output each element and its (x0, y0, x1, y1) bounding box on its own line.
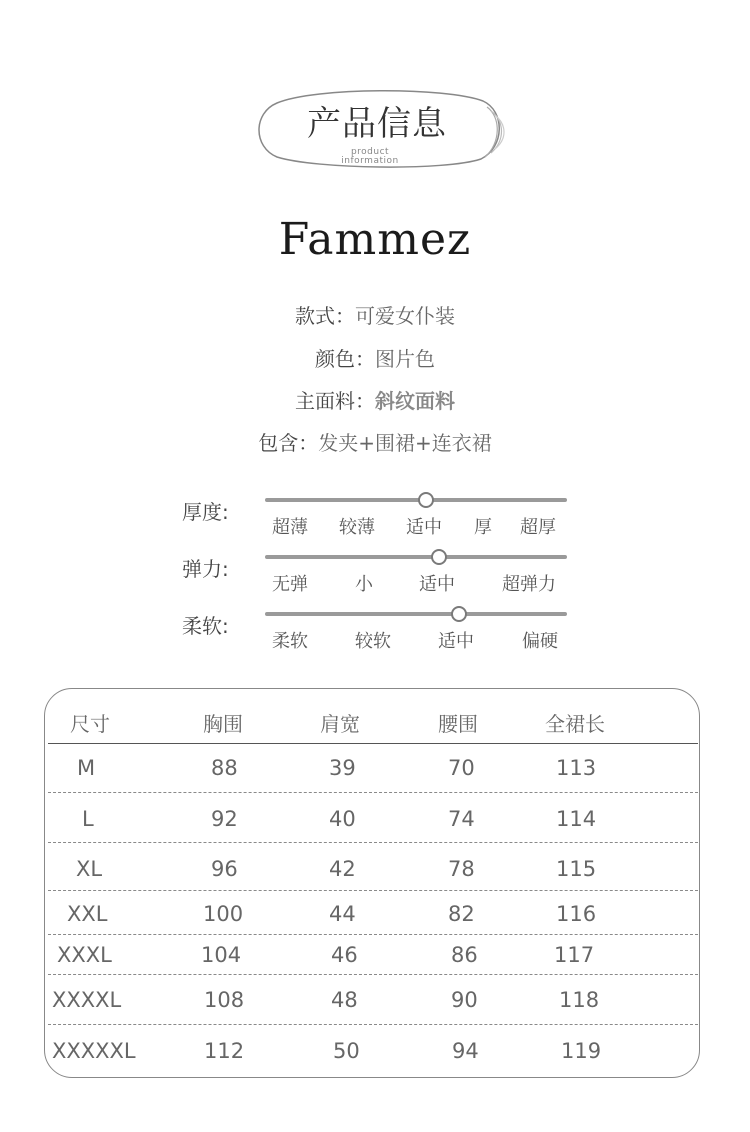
table-cell-length: 119 (561, 1039, 602, 1063)
thickness-option: 较薄 (339, 517, 375, 538)
table-header-divider (48, 743, 698, 744)
softness-option: 偏硬 (522, 631, 558, 652)
thickness-option: 超薄 (272, 517, 308, 538)
table-row-divider (48, 792, 698, 793)
elasticity-option: 小 (355, 574, 373, 595)
table-cell-bust: 100 (203, 902, 244, 926)
size-table (44, 688, 700, 1078)
info-style (0, 300, 750, 329)
table-cell-bust: 112 (204, 1039, 245, 1063)
table-cell-length: 115 (556, 857, 597, 881)
table-cell-shoulder: 50 (333, 1039, 360, 1063)
table-row-divider (48, 934, 698, 935)
table-cell-waist: 90 (451, 988, 478, 1012)
elasticity-option: 超弹力 (502, 574, 556, 595)
softness-option: 适中 (438, 631, 474, 652)
table-row-divider (48, 974, 698, 975)
info-includes (0, 427, 750, 456)
table-cell-size: XXL (67, 902, 108, 926)
elasticity-track (265, 555, 567, 559)
table-cell-length: 116 (556, 902, 597, 926)
info-value: 斜纹面料 (375, 389, 455, 413)
table-cell-waist: 94 (452, 1039, 479, 1063)
thickness-indicator (418, 492, 434, 508)
table-cell-shoulder: 42 (329, 857, 356, 881)
softness-indicator (451, 606, 467, 622)
info-color (0, 343, 750, 372)
softness-label: 柔软: (182, 614, 229, 638)
table-cell-size: L (82, 807, 94, 831)
table-row-divider (48, 1024, 698, 1025)
thickness-track (265, 498, 567, 502)
elasticity-option: 无弹 (272, 574, 308, 595)
info-label: 主面料： (295, 389, 375, 413)
table-cell-size: XXXXL (52, 988, 122, 1012)
table-cell-shoulder: 46 (331, 943, 358, 967)
table-cell-shoulder: 40 (329, 807, 356, 831)
softness-option: 柔软 (272, 631, 308, 652)
thickness-option: 适中 (406, 517, 442, 538)
table-cell-waist: 74 (448, 807, 475, 831)
table-cell-size: M (77, 756, 96, 780)
table-cell-size: XXXL (57, 943, 112, 967)
info-label: 包含： (258, 431, 319, 455)
thickness-option: 厚 (474, 517, 492, 538)
brand-name: Fammez (278, 214, 472, 265)
table-cell-size: XXXXXL (52, 1039, 136, 1063)
table-cell-waist: 78 (448, 857, 475, 881)
section-title: 产品信息 (307, 104, 447, 144)
section-subtitle-line2: information (341, 156, 399, 166)
table-header-size: 尺寸 (70, 712, 110, 736)
table-cell-bust: 108 (204, 988, 245, 1012)
table-cell-length: 117 (554, 943, 595, 967)
table-cell-length: 114 (556, 807, 597, 831)
softness-option: 较软 (355, 631, 391, 652)
info-value: 可爱女仆装 (355, 304, 455, 328)
info-fabric (0, 385, 750, 414)
info-value: 发夹+围裙+连衣裙 (318, 431, 492, 455)
info-label: 颜色： (315, 347, 375, 371)
elasticity-label: 弹力: (182, 557, 229, 581)
info-label: 款式： (295, 304, 355, 328)
table-header-length: 全裙长 (545, 712, 605, 736)
section-subtitle-line1: product (350, 147, 390, 157)
table-cell-size: XL (76, 857, 103, 881)
table-cell-bust: 104 (201, 943, 242, 967)
table-header-shoulder: 肩宽 (320, 712, 360, 736)
table-cell-length: 113 (556, 756, 597, 780)
table-header-bust: 胸围 (203, 712, 243, 736)
section-subtitle (320, 148, 420, 166)
table-cell-length: 118 (559, 988, 600, 1012)
table-cell-waist: 86 (451, 943, 478, 967)
table-cell-shoulder: 48 (331, 988, 358, 1012)
table-cell-bust: 96 (211, 857, 238, 881)
table-row-divider (48, 890, 698, 891)
table-row-divider (48, 842, 698, 843)
table-cell-waist: 82 (448, 902, 475, 926)
table-cell-bust: 88 (211, 756, 238, 780)
thickness-option: 超厚 (520, 517, 556, 538)
elasticity-indicator (431, 549, 447, 565)
table-cell-shoulder: 39 (329, 756, 356, 780)
table-header-waist: 腰围 (438, 712, 478, 736)
softness-track (265, 612, 567, 616)
elasticity-option: 适中 (419, 574, 455, 595)
info-value: 图片色 (375, 347, 435, 371)
thickness-label: 厚度: (182, 500, 229, 524)
table-cell-shoulder: 44 (329, 902, 356, 926)
table-cell-bust: 92 (211, 807, 238, 831)
table-cell-waist: 70 (448, 756, 475, 780)
